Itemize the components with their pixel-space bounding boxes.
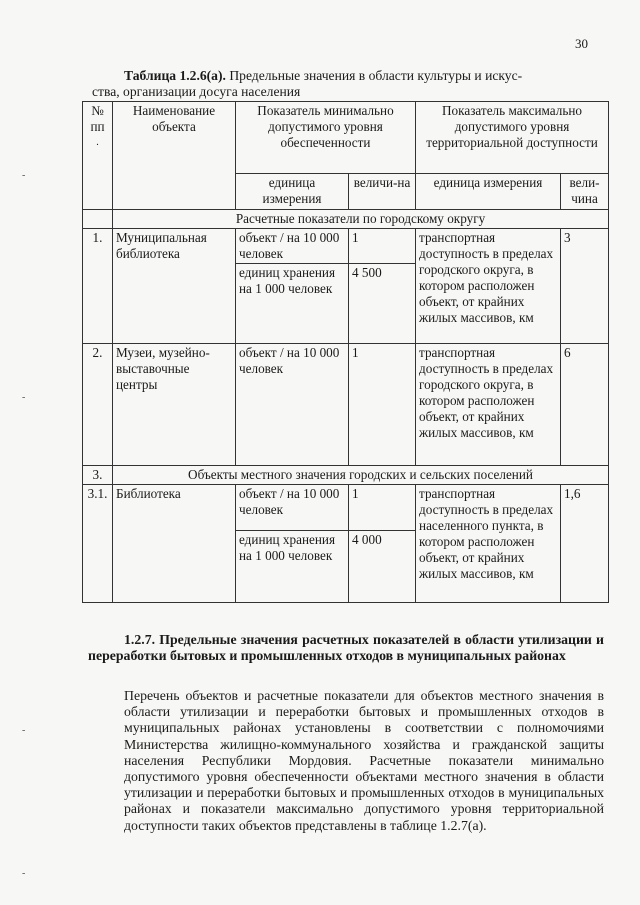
section-settlements: Объекты местного значения городских и сельских поселений [113, 466, 609, 485]
caption-text-2: ства, организации досуга населения [92, 84, 301, 99]
header-dot: . [96, 137, 99, 148]
header-unit: единица измерения [236, 174, 349, 210]
table-caption [92, 68, 602, 100]
row-name: Библиотека [113, 485, 236, 603]
row-val-a: 1 [349, 344, 416, 466]
row-num: 1. [83, 229, 113, 344]
header-num: № пп . [83, 102, 113, 210]
row-name: Музеи, музейно-выставочные центры [113, 344, 236, 466]
row-unit-a: объект / на 10 000 человек [236, 229, 349, 264]
table-row [83, 485, 609, 531]
row-max-unit: транспортная доступность в пределах населенного пункта, в котором расположен объект, от крайних жилых массивов, км [416, 485, 561, 603]
margin-mark: - [22, 170, 26, 181]
header-min-group: Показатель минимально допустимого уровня обеспеченности [236, 102, 416, 174]
margin-mark: - [22, 392, 26, 403]
table-row [83, 229, 609, 264]
row-unit-a: объект / на 10 000 человек [236, 485, 349, 531]
row-max-unit: транспортная доступность в пределах городского округа, в котором расположен объект, от крайних жилых массивов, км [416, 229, 561, 344]
culture-table [82, 101, 609, 603]
table-row [83, 344, 609, 466]
paragraph-text: Перечень объектов и расчетные показатели для объектов местного значения в области утилизации и переработки бытовых и промышленных отходов в муниципальных районах установлены в соответствии с полномочиями Министерства жилищно-коммунального хозяйства и гражданской защиты населения Республики Мордовия. Расчетные показатели минимально допустимого уровня обеспеченности объектами местного значения в области утилизации и переработки бытовых и промышленных отходов в муниципальных районах и показатели максимально допустимого уровня территориальной доступности таких объектов представлены в таблице 1.2.7(а). [124, 688, 604, 833]
row-max-val: 1,6 [561, 485, 609, 603]
header-max-group: Показатель максимально допустимого уровня территориальной доступности [416, 102, 609, 174]
row-num: 2. [83, 344, 113, 466]
page-number: 30 [575, 36, 588, 51]
section-num: 3. [83, 466, 113, 485]
body-paragraph [88, 688, 604, 834]
margin-mark: - [22, 725, 26, 736]
row-unit-b: единиц хранения на 1 000 человек [236, 264, 349, 344]
row-max-unit: транспортная доступность в пределах городского округа, в котором расположен объект, от крайних жилых массивов, км [416, 344, 561, 466]
caption-label: Таблица 1.2.6(а). [124, 68, 226, 83]
row-val-a: 1 [349, 229, 416, 264]
heading-text: Предельные значения расчетных показателей в области утилизации и переработки бытовых и промышленных отходов в муниципальных районах [88, 632, 604, 663]
row-unit-a: объект / на 10 000 человек [236, 344, 349, 466]
heading-number: 1.2.7. [124, 632, 156, 647]
row-max-val: 6 [561, 344, 609, 466]
row-unit-b: единиц хранения на 1 000 человек [236, 531, 349, 603]
row-max-val: 3 [561, 229, 609, 344]
row-val-b: 4 500 [349, 264, 416, 344]
caption-text-1: Предельные значения в области культуры и искус- [229, 68, 523, 83]
row-val-b: 4 000 [349, 531, 416, 603]
margin-mark: - [22, 868, 26, 879]
section-heading [88, 632, 604, 664]
row-num: 3.1. [83, 485, 113, 603]
row-name: Муниципальная библиотека [113, 229, 236, 344]
row-val-a: 1 [349, 485, 416, 531]
header-value-min: величи-на [349, 174, 416, 210]
header-unit-max: единица измерения [416, 174, 561, 210]
header-value-max: вели-чина [561, 174, 609, 210]
header-name: Наименование объекта [113, 102, 236, 210]
section-city-district: Расчетные показатели по городскому округу [113, 210, 609, 229]
